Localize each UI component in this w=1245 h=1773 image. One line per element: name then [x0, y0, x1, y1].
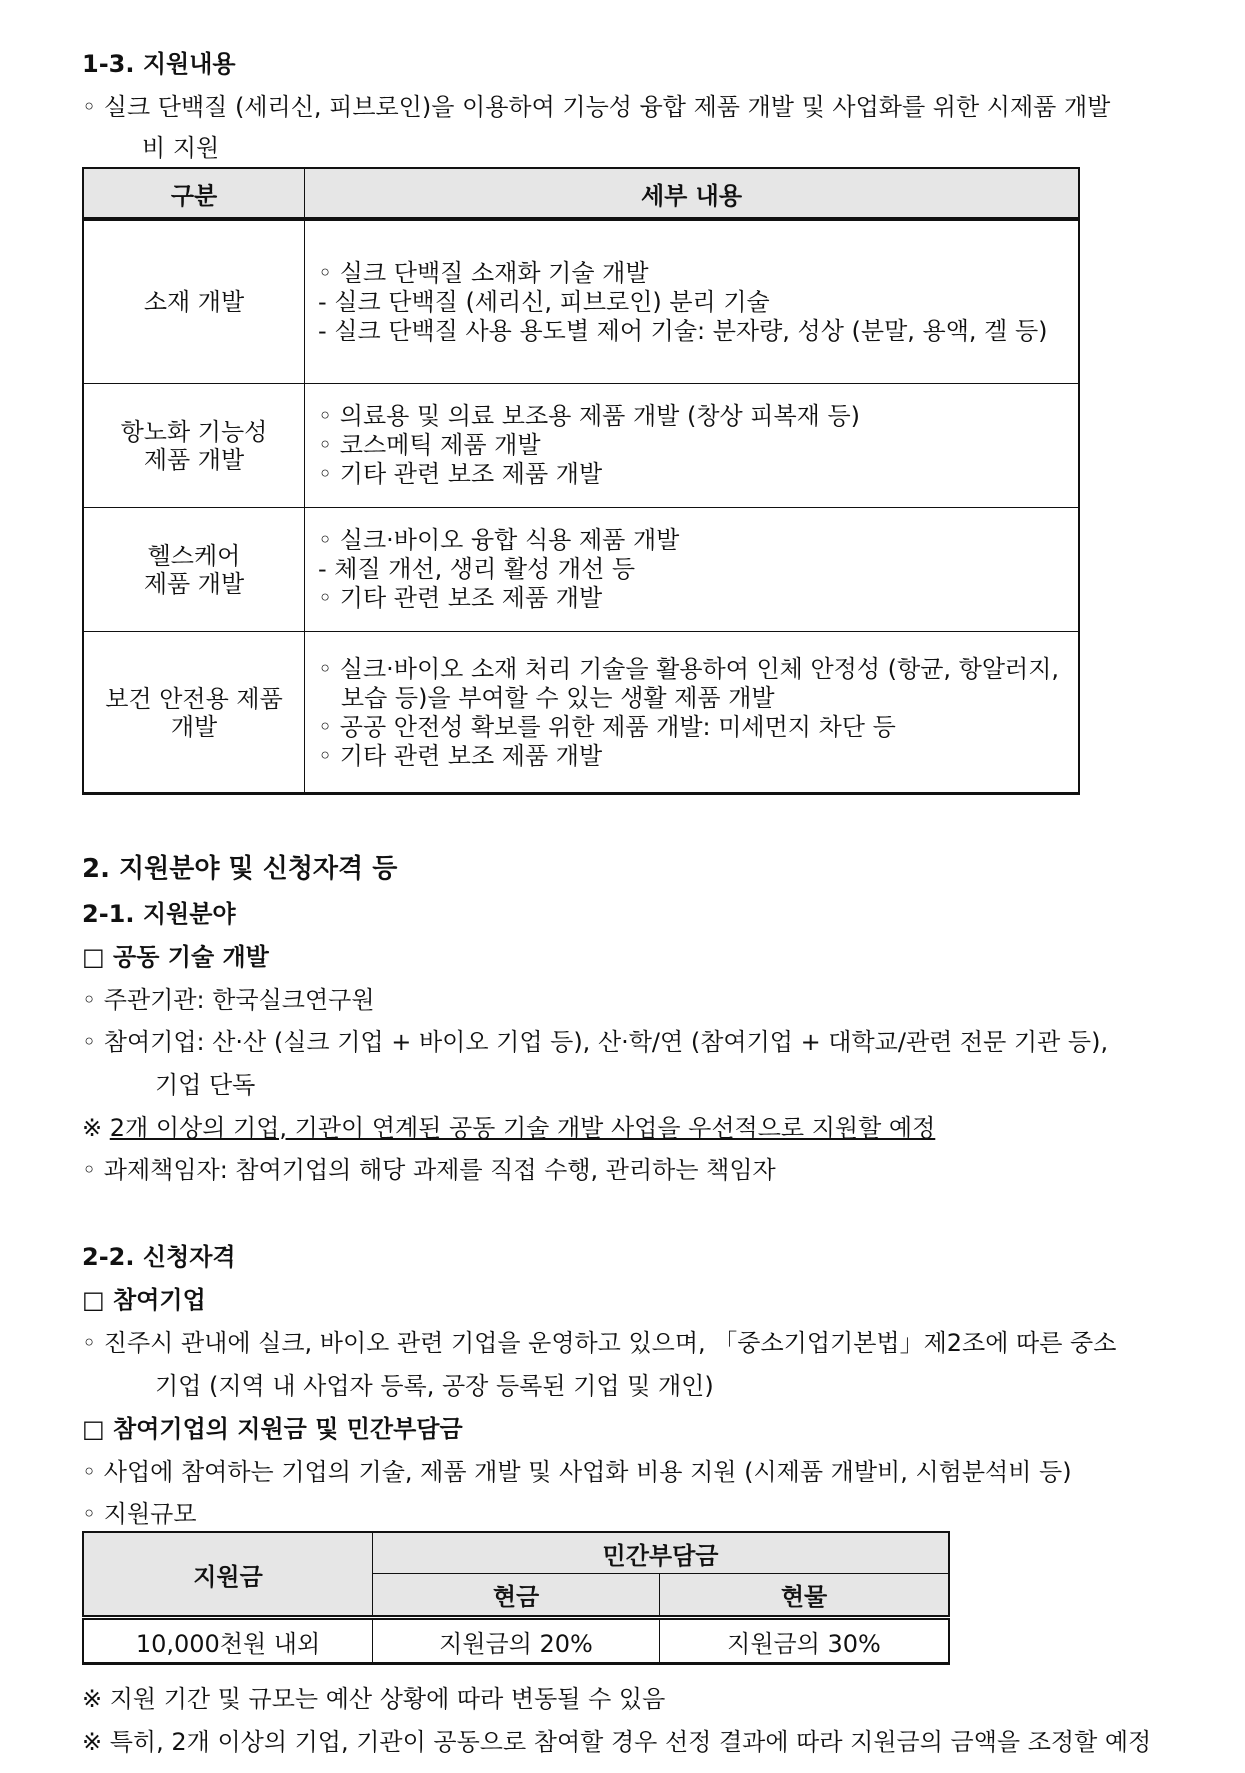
table-row — [84, 631, 1078, 793]
detail-line: 보습 등)을 부여할 수 있는 생활 제품 개발 — [318, 683, 775, 712]
box-heading-participants: □ 참여기업 — [82, 1286, 206, 1314]
eligibility-line-2: 기업 (지역 내 사업자 등록, 공장 등록된 기업 및 개인) — [155, 1372, 714, 1400]
detail-line: ◦ 실크·바이오 소재 처리 기술을 활용하여 인체 안정성 (항균, 항알러지, — [318, 654, 1060, 683]
row-category — [84, 221, 305, 383]
detail-line: ◦ 코스메틱 제품 개발 — [318, 431, 541, 459]
category-line: 보건 안전용 제품 — [105, 684, 283, 713]
detail-line: - 체질 개선, 생리 활성 개선 등 — [318, 555, 636, 583]
section-heading-2: 2. 지원분야 및 신청자격 등 — [82, 854, 398, 884]
header-cash: 현금 — [373, 1574, 660, 1615]
intro-line-2: 비 지원 — [142, 134, 220, 162]
detail-line: ◦ 실크·바이오 융합 식용 제품 개발 — [318, 526, 680, 554]
detail-line: ◦ 의료용 및 의료 보조용 제품 개발 (창상 피복재 등) — [318, 402, 861, 430]
value-in-kind: 지원금의 30% — [727, 1629, 881, 1658]
box-heading-joint-dev: □ 공동 기술 개발 — [82, 943, 269, 971]
pi-line: ◦ 과제책임자: 참여기업의 해당 과제를 직접 수행, 관리하는 책임자 — [82, 1156, 776, 1184]
table-row — [84, 221, 1078, 383]
header-private-share: 민간부담금 — [373, 1533, 948, 1574]
detail-line: - 실크 단백질 (세리신, 피브로인) 분리 기술 — [318, 287, 770, 316]
box-heading-funding: □ 참여기업의 지원금 및 민간부담금 — [82, 1415, 463, 1443]
note-mark: ※ — [82, 1114, 110, 1142]
row-details — [318, 384, 1070, 507]
note-text: 2개 이상의 기업, 기관이 연계된 공동 기술 개발 사업을 우선적으로 지원할 예정 — [109, 1114, 936, 1142]
row-category — [84, 508, 305, 631]
category-line: 소재 개발 — [143, 288, 245, 316]
detail-line: ◦ 실크 단백질 소재화 기술 개발 — [318, 258, 649, 287]
section-heading-1-3: 1-3. 지원내용 — [82, 50, 236, 78]
adjustment-note: ※ 특히, 2개 이상의 기업, 기관이 공동으로 참여할 경우 선정 결과에 따라 지원금의 금액을 조정할 예정 — [82, 1728, 1152, 1756]
eligibility-line-1: ◦ 진주시 관내에 실크, 바이오 관련 기업을 운영하고 있으며, 「중소기업기본법」제2조에 따른 중소 — [82, 1329, 1117, 1357]
category-line: 제품 개발 — [143, 569, 245, 598]
detail-line: ◦ 기타 관련 보조 제품 개발 — [318, 460, 603, 488]
row-details — [318, 221, 1070, 383]
header-details: 세부 내용 — [640, 181, 743, 210]
detail-line: - 실크 단백질 사용 용도별 제어 기술: 분자량, 성상 (분말, 용액, 겔 등) — [318, 316, 1048, 345]
header-in-kind: 현물 — [780, 1583, 828, 1611]
table-header — [82, 167, 1080, 219]
header-category: 구분 — [84, 169, 305, 217]
row-details — [318, 632, 1070, 793]
support-desc-line: ◦ 사업에 참여하는 기업의 기술, 제품 개발 및 사업화 비용 지원 (시제품 개발비, 시험분석비 등) — [82, 1458, 1072, 1486]
detail-line: ◦ 기타 관련 보조 제품 개발 — [318, 584, 603, 612]
table-body — [82, 219, 1080, 795]
category-line: 제품 개발 — [143, 445, 245, 474]
section-heading-2-2: 2-2. 신청자격 — [82, 1243, 236, 1271]
budget-note: ※ 지원 기간 및 규모는 예산 상황에 따라 변동될 수 있음 — [82, 1685, 666, 1713]
category-line: 헬스케어 — [147, 541, 241, 570]
scale-label: ◦ 지원규모 — [82, 1500, 197, 1528]
category-line: 항노화 기능성 — [120, 417, 268, 446]
lead-org-line: ◦ 주관기관: 한국실크연구원 — [82, 986, 375, 1014]
category-line: 개발 — [170, 712, 218, 741]
row-category — [84, 384, 305, 507]
participants-line-2: 기업 단독 — [155, 1071, 256, 1099]
value-grant: 10,000천원 내외 — [84, 1620, 373, 1662]
table-row — [84, 383, 1078, 507]
table-row — [82, 1618, 950, 1665]
value-cash: 지원금의 20% — [373, 1620, 660, 1662]
intro-line-1: ◦ 실크 단백질 (세리신, 피브로인)을 이용하여 기능성 융합 제품 개발 및 사업화를 위한 시제품 개발 — [82, 93, 1111, 121]
priority-note — [82, 1108, 935, 1143]
header-grant: 지원금 — [84, 1533, 373, 1615]
row-category — [84, 632, 305, 793]
detail-line: ◦ 공공 안전성 확보를 위한 제품 개발: 미세먼지 차단 등 — [318, 712, 896, 741]
row-details — [318, 508, 1070, 631]
section-heading-2-1: 2-1. 지원분야 — [82, 900, 236, 928]
table-row — [84, 507, 1078, 631]
participants-line-1: ◦ 참여기업: 산·산 (실크 기업 + 바이오 기업 등), 산·학/연 (참여기업 + 대학교/관련 전문 기관 등), — [82, 1028, 1109, 1056]
detail-line: ◦ 기타 관련 보조 제품 개발 — [318, 741, 603, 770]
table-header — [82, 1531, 950, 1617]
